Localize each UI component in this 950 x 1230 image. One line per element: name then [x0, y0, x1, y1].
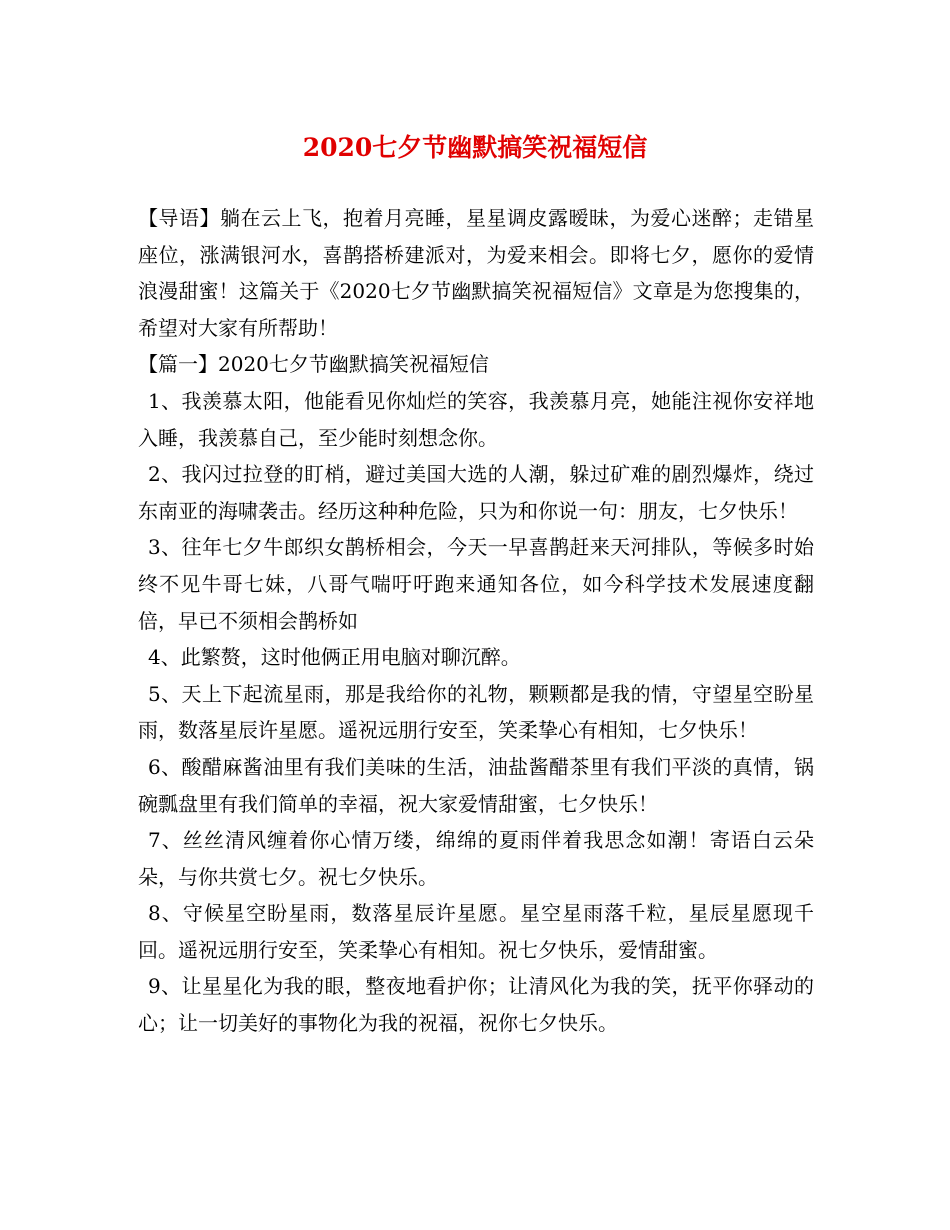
document-body [138, 200, 814, 1042]
intro-paragraph: 【导语】躺在云上飞，抱着月亮睡，星星调皮露暧昧，为爱心迷醉；走错星座位，涨满银河水，喜鹊搭桥建派对，为爱来相会。即将七夕，愿你的爱情浪漫甜蜜！这篇关于《2020七夕节幽默搞笑祝福短信》文章是为您搜集的，希望对大家有所帮助！ [138, 206, 814, 340]
list-item: 2、我闪过拉登的盯梢，避过美国大选的人潮，躲过矿难的剧烈爆炸，绕过东南亚的海啸袭击。经历这种种危险，只为和你说一句：朋友，七夕快乐！ [138, 462, 814, 523]
section-heading: 【篇一】2020七夕节幽默搞笑祝福短信 [138, 352, 489, 377]
list-item: 1、我羡慕太阳，他能看见你灿烂的笑容，我羡慕月亮，她能注视你安祥地入睡，我羡慕自己，至少能时刻想念你。 [138, 388, 814, 450]
list-item: 8、守候星空盼星雨，数落星辰许星愿。星空星雨落千粒，星辰星愿现千回。遥祝远朋行安至，笑柔挚心有相知。祝七夕快乐，爱情甜蜜。 [138, 901, 814, 962]
list-item: 5、天上下起流星雨，那是我给你的礼物，颗颗都是我的情，守望星空盼星雨，数落星辰许星愿。遥祝远朋行安至，笑柔挚心有相知，七夕快乐！ [138, 681, 814, 743]
list-item: 3、往年七夕牛郎织女鹊桥相会，今天一早喜鹊赶来天河排队，等候多时始终不见牛哥七妹，八哥气喘吁吁跑来通知各位，如今科学技术发展速度翻倍，早已不须相会鹊桥如 [138, 535, 814, 633]
list-item: 4、此繁赘，这时他俩正用电脑对聊沉醉。 [148, 645, 521, 670]
list-item: 6、酸醋麻酱油里有我们美味的生活，油盐酱醋茶里有我们平淡的真情，锅碗瓢盘里有我们简单的幸福，祝大家爱情甜蜜，七夕快乐！ [138, 754, 814, 816]
list-item: 9、让星星化为我的眼，整夜地看护你；让清风化为我的笑，抚平你驿动的心；让一切美好的事物化为我的祝福，祝你七夕快乐。 [138, 974, 814, 1036]
document-title: 2020七夕节幽默搞笑祝福短信 [302, 133, 648, 162]
list-item: 7、丝丝清风缠着你心情万缕，绵绵的夏雨伴着我思念如潮！寄语白云朵朵，与你共赏七夕。祝七夕快乐。 [138, 828, 814, 889]
